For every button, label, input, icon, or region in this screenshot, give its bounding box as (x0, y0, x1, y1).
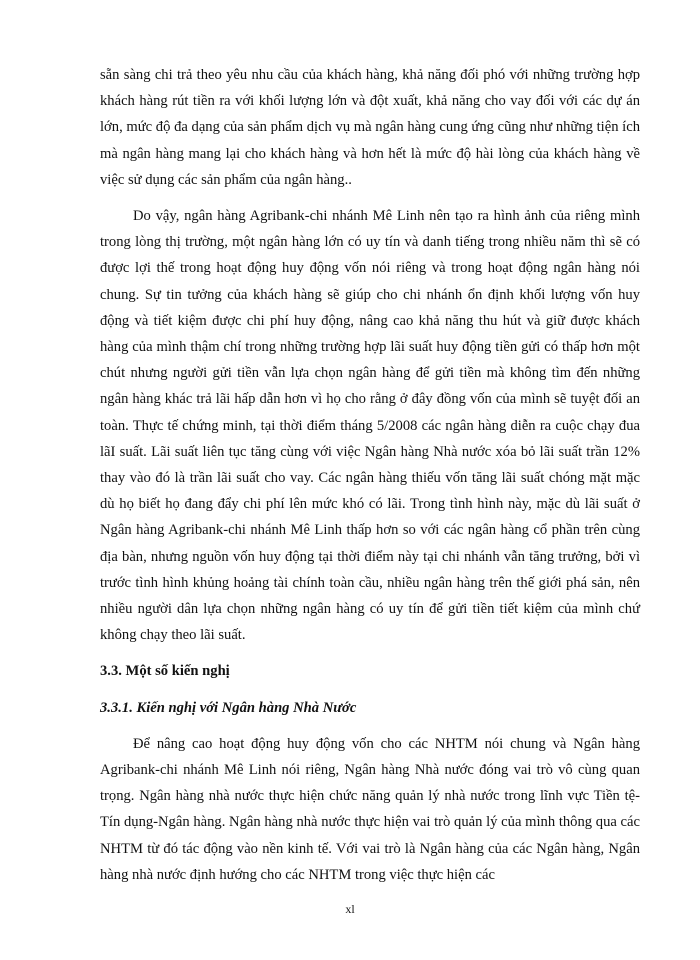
subsection-heading-3-3-1: 3.3.1. Kiến nghị với Ngân hàng Nhà Nước (100, 699, 357, 716)
page-content (100, 62, 640, 888)
body-paragraph-3: Để nâng cao hoạt động huy động vốn cho các NHTM nói chung và Ngân hàng Agribank-chi nhánh Mê Linh nói riêng, Ngân hàng Nhà nước đóng vai trò vô cùng quan trọng. Ngân hàng nhà nước thực hiện chức năng quản lý nhà nước trong lĩnh vực Tiền tệ-Tín dụng-Ngân hàng. Ngân hàng nhà nước thực hiện vai trò quản lý của mình thông qua các NHTM từ đó tác động vào nền kinh tế. Với vai trò là Ngân hàng của các Ngân hàng, Ngân hàng nhà nước định hướng cho các NHTM trong việc thực hiện các (100, 735, 640, 883)
section-heading-3-3: 3.3. Một số kiến nghị (100, 663, 230, 680)
body-paragraph-2: Do vậy, ngân hàng Agribank-chi nhánh Mê Linh nên tạo ra hình ảnh của riêng mình trong lòng thị trường, một ngân hàng lớn có uy tín và danh tiếng trong nhiều năm thì sẽ có được lợi thế trong hoạt động huy động vốn nói riêng và trong hoạt động ngân hàng nói chung. Sự tin tưởng của khách hàng sẽ giúp cho chi nhánh ổn định khối lượng vốn huy động và tiết kiệm được chi phí huy động, nâng cao khả năng thu hút và giữ được khách hàng của mình thậm chí trong những trường hợp lãi suất huy động tiền gửi có thấp hơn một chút nhưng người gửi tiền vẫn lựa chọn ngân hàng để gửi tiền mà không tìm đến những ngân hàng khác trả lãi hấp dẫn hơn vì họ cho rằng ở đây đồng vốn của mình sẽ tuyệt đối an toàn. Thực tế chứng minh, tại thời điểm tháng 5/2008 các ngân hàng diễn ra cuộc chạy đua lãI suất. Lãi suất liên tục tăng cùng với việc Ngân hàng Nhà nước xóa bỏ lãi suất trần 12% thay vào đó là trần lãi suất cho vay. Các ngân hàng thiếu vốn tăng lãi suất chóng mặt mặc dù họ biết họ đang đẩy chi phí lên mức khó có lãi. Trong tình hình này, mặc dù lãi suất ở Ngân hàng Agribank-chi nhánh Mê Linh thấp hơn so với các ngân hàng cổ phần trên cùng địa bàn, nhưng nguồn vốn huy động tại thời điểm này tại chi nhánh vẫn tăng trưởng, bởi vì trước tình hình khủng hoảng tài chính toàn cầu, nhiều ngân hàng trên thế giới phá sản, nên nhiều người dân lựa chọn những ngân hàng có uy tín để gửi tiền tiết kiệm của mình chứ không chạy theo lãi suất. (100, 208, 640, 644)
body-paragraph-1: sẵn sàng chi trả theo yêu nhu cầu của khách hàng, khả năng đối phó với những trường hợp khách hàng rút tiền ra với khối lượng lớn và đột xuất, khả năng cho vay đối với các dự án lớn, mức độ đa dạng của sản phẩm dịch vụ mà ngân hàng cung ứng cũng như những tiện ích mà ngân hàng mang lại cho khách hàng và hơn hết là mức độ hài lòng của khách hàng về việc sử dụng các sản phẩm của ngân hàng.. (100, 67, 640, 188)
page-number: xl (345, 902, 355, 916)
